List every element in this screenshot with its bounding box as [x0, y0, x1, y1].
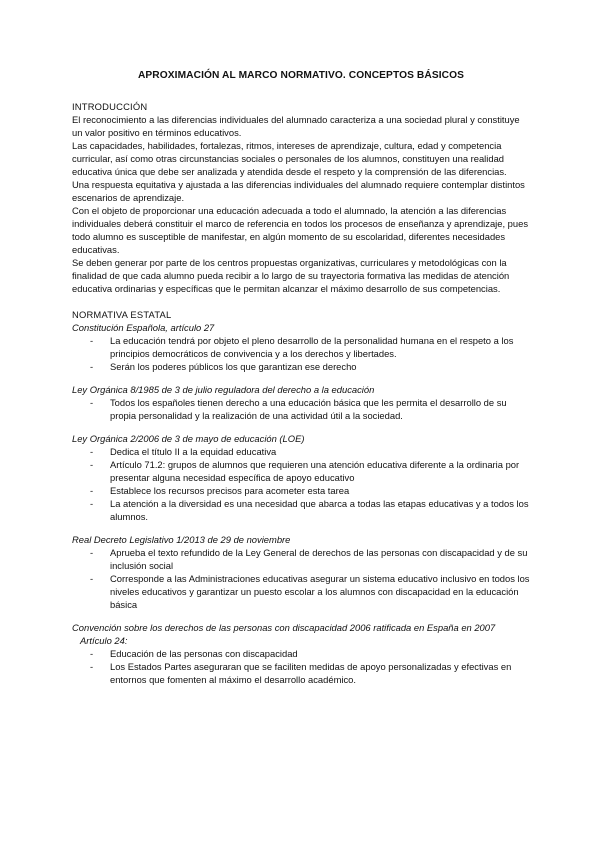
list-item-text: Todos los españoles tienen derecho a una educación básica que les permita el desarrollo de su propia personalidad y la realización de una actividad útil a la sociedad. [110, 397, 507, 421]
list-item [72, 334, 530, 360]
constitucion-list [72, 334, 530, 373]
loe-title: Ley Orgánica 2/2006 de 3 de mayo de educación (LOE) [72, 433, 305, 444]
list-item-text: La atención a la diversidad es una necesidad que abarca a todas las etapas educativas y a todos los alumnos. [110, 498, 529, 522]
intro-section [72, 100, 530, 295]
dash-bullet: - [90, 485, 94, 496]
list-item [72, 396, 530, 422]
list-item-text: La educación tendrá por objeto el pleno desarrollo de la personalidad humana en el respeto a los principios democráticos de convivencia y a los derechos y libertades. [110, 335, 514, 359]
normativa-section [72, 308, 530, 686]
intro-paragraph-1: El reconocimiento a las diferencias individuales del alumnado caracteriza a una sociedad plural y constituye un valor positivo en términos educativos. [72, 114, 520, 138]
loe-block [72, 432, 530, 523]
list-item-text: Artículo 71.2: grupos de alumnos que requieren una atención educativa diferente a la ordinaria por presentar alguna necesidad específica de apoyo educativo [110, 459, 520, 483]
list-item-text: Educación de las personas con discapacidad [110, 648, 298, 659]
constitucion-title: Constitución Española, artículo 27 [72, 322, 215, 333]
rd-2013-list [72, 546, 530, 611]
dash-bullet: - [90, 498, 94, 509]
intro-paragraph-4: Con el objeto de proporcionar una educación adecuada a todo el alumnado, la atención a las diferencias individuales deberá constituir el marco de referencia en todos los procesos de enseñanza y aprendizaje, pues todo alumno es susceptible de manifestar, en algún momento de su escolaridad, diferentes necesidades educativas. [72, 205, 529, 255]
list-item [72, 360, 530, 373]
dash-bullet: - [90, 573, 94, 584]
intro-paragraph-5: Se deben generar por parte de los centros propuestas organizativas, curriculares y metodológicas con la finalidad de que cada alumno pueda recibir a lo largo de su trayectoria formativa las medidas de atención educativa ordinarias y específicas que le permitan alcanzar el máximo desarrollo de sus competencias. [72, 257, 510, 294]
loe-list [72, 445, 530, 523]
rd-2013-block [72, 533, 530, 611]
list-item-text: Establece los recursos precisos para acometer esta tarea [110, 485, 350, 496]
ley-1985-block [72, 383, 530, 422]
dash-bullet: - [90, 397, 94, 408]
list-item [72, 497, 530, 523]
dash-bullet: - [90, 661, 94, 672]
list-item-text: Corresponde a las Administraciones educativas asegurar un sistema educativo inclusivo en todos los niveles educativos y garantizar un puesto escolar a los alumnos con discapacidad en la educación básica [110, 573, 530, 610]
dash-bullet: - [90, 547, 94, 558]
list-item-text: Serán los poderes públicos los que garantizan ese derecho [110, 361, 357, 372]
dash-bullet: - [90, 335, 94, 346]
convencion-block [72, 621, 530, 686]
intro-heading: INTRODUCCIÓN [72, 101, 148, 112]
intro-paragraph-2: Las capacidades, habilidades, fortalezas, ritmos, intereses de aprendizaje, cultura, edad y competencia curricular, así como otras circunstancias sociales o personales de los alumnos, constituyen una realidad educativa única que debe ser analizada y atendida desde el respeto y la comprensión de las diferencias. [72, 140, 507, 177]
list-item [72, 647, 530, 660]
list-item-text: Los Estados Partes aseguraran que se faciliten medidas de apoyo personalizadas y efectivas en entornos que fomenten al máximo el desarrollo académico. [110, 661, 512, 685]
list-item [72, 660, 530, 686]
convencion-list [72, 647, 530, 686]
dash-bullet: - [90, 648, 94, 659]
convencion-article: Artículo 24: [80, 635, 128, 646]
list-item [72, 546, 530, 572]
convencion-title: Convención sobre los derechos de las personas con discapacidad 2006 ratificada en España en 2007 [72, 622, 496, 633]
dash-bullet: - [90, 446, 94, 457]
dash-bullet: - [90, 361, 94, 372]
constitucion-block [72, 321, 530, 373]
dash-bullet: - [90, 459, 94, 470]
normativa-heading: NORMATIVA ESTATAL [72, 309, 172, 320]
list-item-text: Dedica el título II a la equidad educativa [110, 446, 277, 457]
intro-paragraph-3: Una respuesta equitativa y ajustada a las diferencias individuales del alumnado requiere contemplar distintos escenarios de aprendizaje. [72, 179, 525, 203]
document-title: APROXIMACIÓN AL MARCO NORMATIVO. CONCEPTOS BÁSICOS [137, 70, 465, 81]
ley-1985-title: Ley Orgánica 8/1985 de 3 de julio reguladora del derecho a la educación [72, 384, 375, 395]
list-item-text: Aprueba el texto refundido de la Ley General de derechos de las personas con discapacidad y de su inclusión social [110, 547, 528, 571]
list-item [72, 572, 530, 611]
rd-2013-title: Real Decreto Legislativo 1/2013 de 29 de noviembre [72, 534, 291, 545]
list-item [72, 445, 530, 458]
ley-1985-list [72, 396, 530, 422]
list-item [72, 458, 530, 484]
list-item [72, 484, 530, 497]
